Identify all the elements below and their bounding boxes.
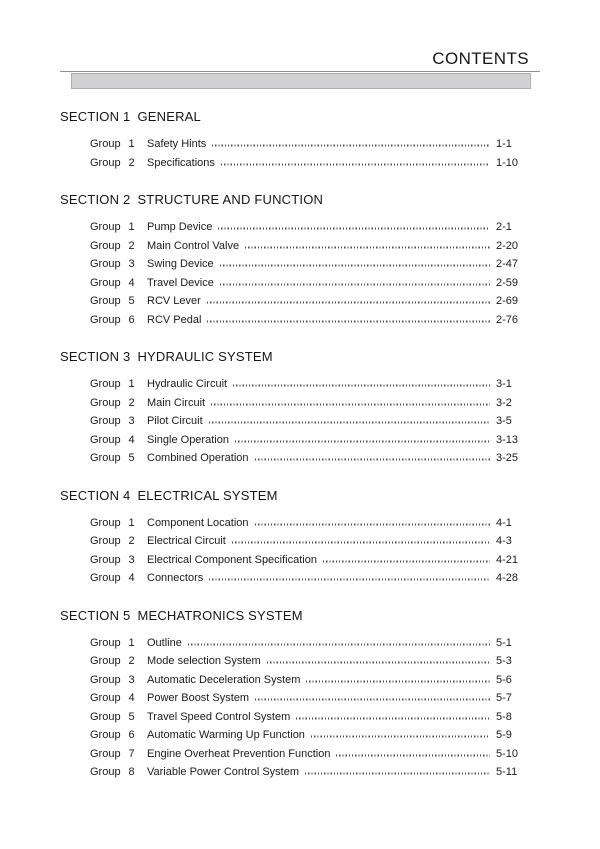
page-number: 5-8 [496, 710, 512, 723]
group-label: Group [90, 276, 121, 289]
group-number: 2 [128, 396, 135, 409]
group-number: 2 [128, 535, 135, 547]
dot-leader [267, 662, 490, 664]
page-number: 5-7 [496, 692, 512, 704]
group-rows [60, 375, 540, 468]
group-title: Mode selection System [147, 655, 261, 667]
dot-leader [305, 773, 490, 775]
group-number: 1 [128, 378, 135, 390]
section-label: SECTION 1 [60, 109, 131, 124]
page-title: CONTENTS [432, 49, 529, 68]
section-name: ELECTRICAL SYSTEM [137, 487, 278, 503]
group-number: 1 [128, 636, 135, 649]
group-title: Hydraulic Circuit [147, 378, 228, 390]
group-title: Engine Overheat Prevention Function [147, 747, 331, 760]
page-number: 3-25 [496, 452, 519, 464]
page-number: 5-9 [496, 729, 512, 741]
group-number: 2 [128, 156, 135, 169]
group-title: Swing Device [147, 258, 214, 270]
dot-leader [218, 228, 490, 230]
group-title: Automatic Warming Up Function [147, 729, 305, 741]
toc-row [60, 551, 540, 570]
group-label: Group [90, 295, 121, 307]
section-heading [60, 608, 540, 624]
toc-section [60, 608, 540, 782]
dot-leader [188, 643, 490, 645]
toc-row [60, 412, 540, 431]
group-label: Group [90, 636, 121, 649]
page-number: 1-1 [496, 138, 512, 150]
dot-leader [296, 717, 490, 719]
toc-row [60, 532, 540, 551]
toc-row [60, 763, 540, 782]
page-number: 4-21 [496, 553, 519, 566]
toc-row [60, 449, 540, 468]
group-title: Main Circuit [147, 396, 206, 409]
dot-leader [235, 440, 490, 442]
section-name: GENERAL [137, 109, 201, 124]
toc-section [60, 192, 540, 329]
group-label: Group [90, 396, 121, 409]
group-number: 6 [128, 729, 135, 741]
group-label: Group [90, 747, 121, 760]
group-label: Group [90, 239, 121, 252]
group-label: Group [90, 535, 121, 547]
page-number: 5-11 [496, 766, 518, 778]
dot-leader [209, 579, 490, 581]
group-title: Component Location [147, 516, 249, 529]
toc-row [60, 255, 540, 274]
page-number: 2-76 [496, 313, 519, 326]
page-number: 3-1 [496, 378, 512, 390]
group-rows [60, 514, 540, 588]
group-title: Main Control Valve [147, 239, 240, 252]
toc-section [60, 349, 540, 468]
group-title: Single Operation [147, 433, 229, 446]
group-label: Group [90, 766, 121, 778]
section-name: HYDRAULIC SYSTEM [137, 349, 273, 364]
group-number: 4 [128, 572, 135, 584]
dot-leader [209, 422, 490, 424]
group-title: Travel Speed Control System [147, 710, 291, 723]
toc-row [60, 671, 540, 690]
group-rows [60, 634, 540, 782]
group-label: Group [90, 710, 121, 723]
section-heading [60, 192, 540, 208]
toc-row [60, 375, 540, 394]
toc-row [60, 394, 540, 413]
group-label: Group [90, 516, 121, 529]
group-title: RCV Lever [147, 295, 201, 307]
toc-row [60, 135, 540, 154]
dot-leader [211, 403, 490, 405]
toc-sections [60, 109, 540, 782]
section-label: SECTION 3 [60, 349, 131, 364]
page-number: 4-1 [496, 516, 512, 529]
page-number: 5-1 [496, 636, 512, 649]
toc-row [60, 154, 540, 173]
group-label: Group [90, 415, 121, 427]
group-title: RCV Pedal [147, 313, 202, 326]
section-name: MECHATRONICS SYSTEM [137, 607, 303, 623]
dot-leader [323, 560, 490, 562]
toc-row [60, 292, 540, 311]
group-rows [60, 135, 540, 172]
group-number: 3 [128, 258, 135, 270]
group-label: Group [90, 452, 121, 464]
group-label: Group [90, 156, 121, 169]
dot-leader [212, 145, 490, 147]
group-label: Group [90, 378, 121, 390]
dot-leader [306, 680, 490, 682]
section-heading [60, 349, 540, 365]
dot-leader [221, 163, 490, 165]
toc-row [60, 689, 540, 708]
section-label: SECTION 4 [60, 487, 131, 503]
group-title: Electrical Circuit [147, 535, 226, 547]
group-number: 2 [128, 239, 135, 252]
group-number: 4 [128, 276, 135, 289]
dot-leader [233, 385, 490, 387]
group-label: Group [90, 692, 121, 704]
group-title: Connectors [147, 572, 204, 584]
group-title: Outline [147, 636, 182, 649]
group-label: Group [90, 572, 121, 584]
page-number: 3-13 [496, 433, 519, 446]
group-number: 1 [128, 138, 135, 150]
group-number: 3 [128, 673, 135, 686]
dot-leader [220, 283, 490, 285]
page-number: 5-6 [496, 673, 512, 686]
page-number: 2-47 [496, 258, 519, 270]
group-number: 3 [128, 553, 135, 566]
group-number: 5 [128, 452, 135, 464]
header-bar [71, 73, 531, 89]
group-label: Group [90, 673, 121, 686]
page-number: 5-3 [496, 655, 512, 667]
page-number: 3-5 [496, 415, 512, 427]
page-header [60, 50, 540, 89]
page-number: 4-3 [496, 535, 512, 547]
toc-row [60, 237, 540, 256]
page-number: 2-59 [496, 276, 519, 289]
header-rule [60, 71, 540, 72]
section-heading [60, 488, 540, 504]
group-number: 2 [128, 655, 135, 667]
page-number: 2-20 [496, 239, 519, 252]
group-title: Variable Power Control System [147, 766, 300, 778]
dot-leader [220, 265, 490, 267]
group-label: Group [90, 313, 121, 326]
section-label: SECTION 5 [60, 607, 131, 623]
group-label: Group [90, 138, 121, 150]
group-number: 7 [128, 747, 135, 760]
group-label: Group [90, 433, 121, 446]
page-number: 2-69 [496, 295, 519, 307]
group-number: 3 [128, 415, 135, 427]
page-number: 5-10 [496, 747, 519, 760]
group-number: 5 [128, 710, 135, 723]
toc-row [60, 431, 540, 450]
group-label: Group [90, 221, 121, 233]
group-label: Group [90, 258, 121, 270]
group-number: 5 [128, 295, 135, 307]
section-heading [60, 109, 540, 125]
group-title: Power Boost System [147, 692, 250, 704]
toc-row [60, 569, 540, 588]
group-title: Automatic Deceleration System [147, 673, 301, 686]
toc-row [60, 514, 540, 533]
group-title: Combined Operation [147, 452, 249, 464]
toc-section [60, 488, 540, 588]
dot-leader [311, 736, 490, 738]
dot-leader [207, 320, 490, 322]
toc-row [60, 218, 540, 237]
group-rows [60, 218, 540, 329]
group-number: 8 [128, 766, 135, 778]
page-number: 1-10 [496, 156, 519, 169]
group-title: Pump Device [147, 221, 213, 233]
group-label: Group [90, 553, 121, 566]
group-label: Group [90, 655, 121, 667]
page-number: 2-1 [496, 221, 512, 233]
toc-row [60, 708, 540, 727]
page-number: 4-28 [496, 572, 519, 584]
group-label: Group [90, 729, 121, 741]
toc-row [60, 274, 540, 293]
group-title: Electrical Component Specification [147, 553, 317, 566]
group-number: 1 [128, 221, 135, 233]
section-label: SECTION 2 [60, 192, 131, 207]
toc-section [60, 109, 540, 172]
toc-row [60, 634, 540, 653]
dot-leader [336, 754, 490, 756]
group-number: 4 [128, 433, 135, 446]
group-title: Travel Device [147, 276, 214, 289]
dot-leader [255, 699, 490, 701]
group-number: 1 [128, 516, 135, 529]
dot-leader [207, 302, 490, 304]
toc-row [60, 311, 540, 330]
dot-leader [255, 523, 490, 525]
group-title: Specifications [147, 156, 215, 169]
group-number: 4 [128, 692, 135, 704]
group-title: Pilot Circuit [147, 415, 203, 427]
dot-leader [255, 459, 490, 461]
toc-row [60, 745, 540, 764]
page-number: 3-2 [496, 396, 512, 409]
dot-leader [232, 542, 490, 544]
group-title: Safety Hints [147, 138, 207, 150]
dot-leader [245, 246, 490, 248]
toc-row [60, 726, 540, 745]
group-number: 6 [128, 313, 135, 326]
toc-row [60, 652, 540, 671]
section-name: STRUCTURE AND FUNCTION [137, 192, 324, 207]
